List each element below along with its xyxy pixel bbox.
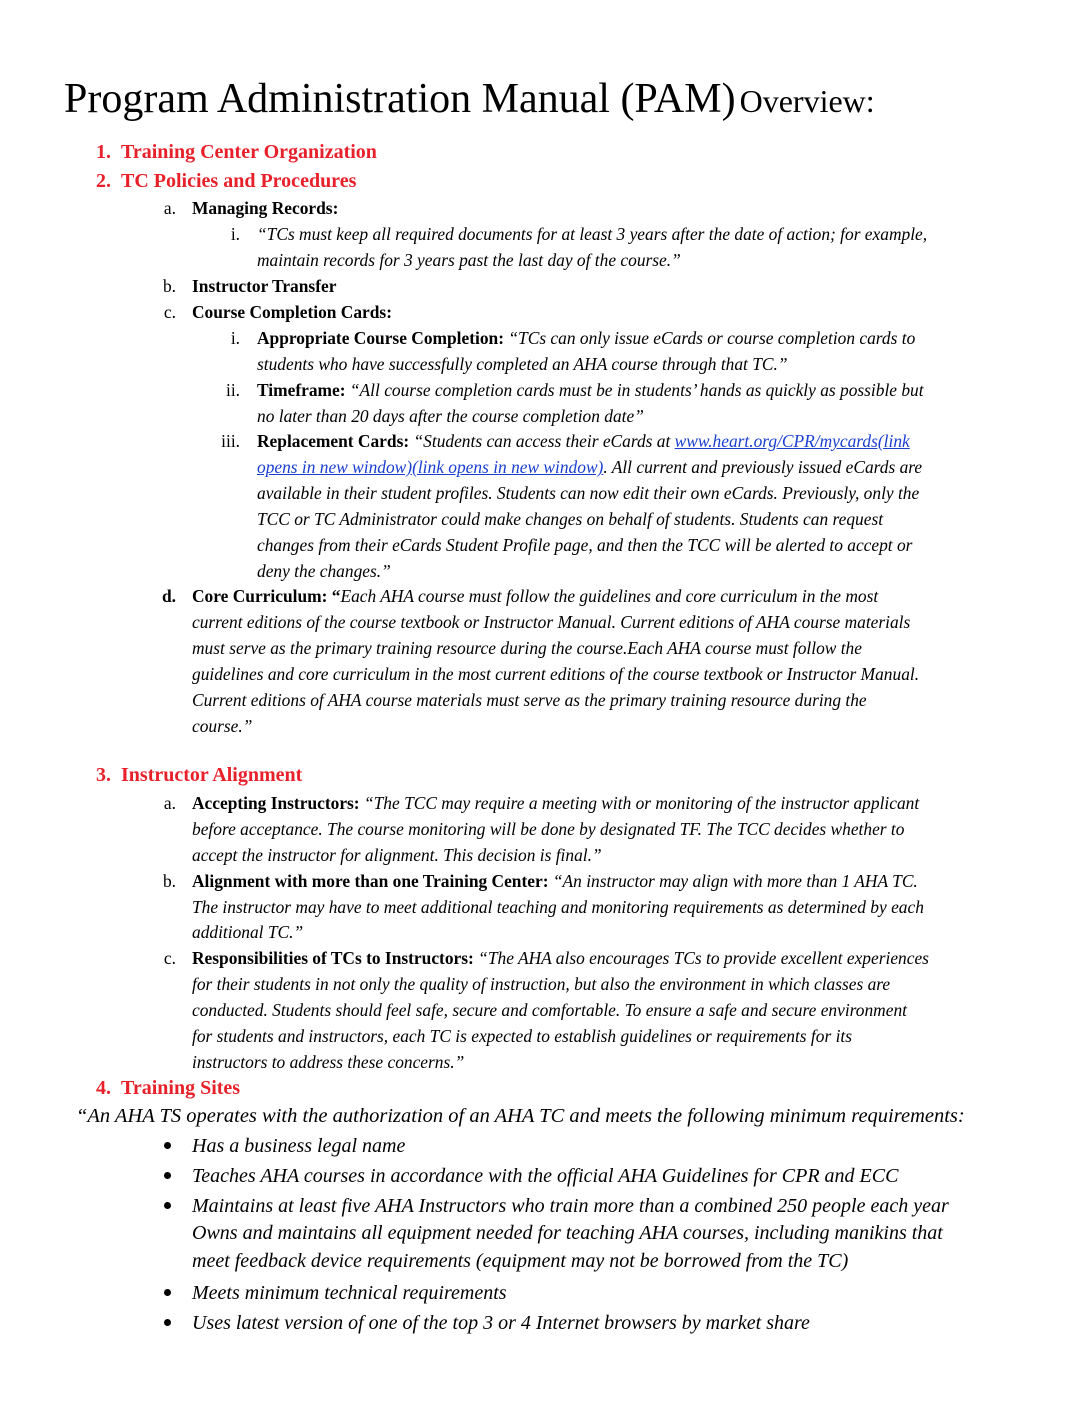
responsibilities-line-2: for their students in not only the quality of instruction, but also the environment in which classes are (192, 974, 891, 994)
core-curriculum-line-5: Current editions of AHA course materials must serve as the primary training resource during the (192, 690, 867, 710)
subitem-marker: i. (230, 328, 240, 348)
section-2-heading (96, 168, 356, 194)
requirement-item: Has a business legal name (192, 1135, 406, 1157)
core-curriculum-label: Core Curriculum: “ (192, 586, 341, 606)
item-marker: c. (163, 948, 176, 968)
timeframe-line-1 (257, 377, 924, 403)
course-completion-cards-label: Course Completion Cards: (192, 302, 392, 322)
responsibilities-label: Responsibilities of TCs to Instructors: (192, 948, 474, 968)
title-sub: Overview: (739, 83, 875, 119)
section-number: 1. (96, 141, 111, 163)
timeframe-label: Timeframe: (257, 380, 346, 400)
section-title: Training Center Organization (121, 141, 377, 163)
accepting-instructors-line-2: before acceptance. The course monitoring will be done by designated TF. The TCC decides whether to (192, 819, 905, 839)
item-marker: d. (161, 586, 176, 606)
bullet-icon (164, 1319, 171, 1326)
instructor-transfer-label: Instructor Transfer (192, 276, 337, 296)
core-curriculum-line-2: current editions of the course textbook or Instructor Manual. Current editions of AHA course materials (192, 612, 911, 632)
alignment-line-2: The instructor may have to meet additional teaching and monitoring requirements as determined by each (192, 897, 924, 917)
item-marker: c. (163, 302, 176, 322)
alignment-line-1 (192, 868, 918, 894)
accepting-instructors-line-1 (192, 790, 919, 816)
item-marker: b. (162, 871, 176, 891)
replacement-cards-line-1 (257, 428, 910, 454)
managing-records-text-2: maintain records for 3 years past the last day of the course.” (257, 250, 681, 270)
bullet-icon (164, 1289, 171, 1296)
responsibilities-line-4: for students and instructors, each TC is expected to establish guidelines or requirements for its (192, 1026, 852, 1046)
accepting-instructors-line-3: accept the instructor for alignment. This decision is final.” (192, 845, 602, 865)
alignment-line-3: additional TC.” (192, 922, 304, 942)
section-1-heading (96, 139, 377, 165)
appropriate-completion-line-2: students who have successfully completed an AHA course through that TC.” (257, 354, 788, 374)
section-title: Training Sites (121, 1077, 241, 1099)
managing-records-text-1: “TCs must keep all required documents for at least 3 years after the date of action; for example, (257, 224, 928, 244)
training-sites-intro: “An AHA TS operates with the authorization of an AHA TC and meets the following minimum requirements: (76, 1105, 965, 1127)
responsibilities-line-5: instructors to address these concerns.” (192, 1052, 465, 1072)
responsibilities-line-3: conducted. Students should feel safe, secure and comfortable. To ensure a safe and secure environment (192, 1000, 907, 1020)
item-marker: b. (162, 276, 176, 296)
section-number: 4. (96, 1077, 111, 1099)
alignment-text: “An instructor may align with more than 1 AHA TC. (552, 871, 918, 891)
section-number: 3. (96, 764, 111, 786)
core-curriculum-text: Each AHA course must follow the guidelines and core curriculum in the most (340, 586, 879, 606)
requirement-item: Maintains at least five AHA Instructors who train more than a combined 250 people each year (192, 1195, 949, 1217)
mycards-link-part-1[interactable]: www.heart.org/CPR/mycards(link (674, 431, 910, 451)
section-3-heading (96, 762, 302, 788)
core-curriculum-line-1 (192, 583, 878, 609)
section-number: 2. (96, 170, 111, 192)
replacement-cards-line-2 (257, 454, 922, 480)
item-marker: a. (163, 793, 176, 813)
section-title: TC Policies and Procedures (121, 170, 357, 192)
title-main: Program Administration Manual (PAM) (64, 76, 736, 122)
bullet-icon (164, 1142, 171, 1149)
replacement-cards-text: “Students can access their eCards at (413, 431, 671, 451)
requirement-item: Uses latest version of one of the top 3 or 4 Internet browsers by market share (192, 1312, 810, 1334)
replacement-cards-text-2: . All current and previously issued eCards are (603, 457, 923, 477)
accepting-instructors-text: “The TCC may require a meeting with or monitoring of the instructor applicant (363, 793, 920, 813)
managing-records-label: Managing Records: (192, 198, 339, 218)
subitem-marker: ii. (225, 380, 240, 400)
subitem-marker: iii. (221, 431, 240, 451)
responsibilities-line-1 (192, 945, 929, 971)
timeframe-text: “All course completion cards must be in students’ hands as quickly as possible but (349, 380, 924, 400)
replacement-cards-line-5: changes from their eCards Student Profile page, and then the TCC will be alerted to accept or (257, 535, 913, 555)
requirement-item: Meets minimum technical requirements (192, 1282, 507, 1304)
requirement-item-continuation-2: meet feedback device requirements (equipment may not be borrowed from the TC) (192, 1250, 849, 1272)
bullet-icon (164, 1202, 171, 1209)
replacement-cards-line-3: available in their student profiles. Students can now edit their own eCards. Previously, only the (257, 483, 920, 503)
responsibilities-text: “The AHA also encourages TCs to provide excellent experiences (478, 948, 929, 968)
requirement-item-continuation-1: Owns and maintains all equipment needed for teaching AHA courses, including manikins that (192, 1222, 943, 1244)
core-curriculum-line-6: course.” (192, 716, 253, 736)
section-4-heading (96, 1075, 240, 1101)
replacement-cards-line-4: TCC or TC Administrator could make changes on behalf of students. Students can request (257, 509, 884, 529)
timeframe-line-2: no later than 20 days after the course completion date” (257, 406, 644, 426)
subitem-marker: i. (230, 224, 240, 244)
core-curriculum-line-3: must serve as the primary training resource during the course.Each AHA course must follow the (192, 638, 862, 658)
appropriate-completion-line-1 (257, 325, 915, 351)
page-title (64, 78, 875, 120)
replacement-cards-line-6: deny the changes.” (257, 561, 391, 581)
replacement-cards-label: Replacement Cards: (257, 431, 410, 451)
requirement-item: Teaches AHA courses in accordance with the official AHA Guidelines for CPR and ECC (192, 1165, 899, 1187)
alignment-label: Alignment with more than one Training Center: (192, 871, 549, 891)
bullet-icon (164, 1172, 171, 1179)
item-marker: a. (163, 198, 176, 218)
appropriate-completion-text: “TCs can only issue eCards or course completion cards to (508, 328, 916, 348)
appropriate-completion-label: Appropriate Course Completion: (257, 328, 505, 348)
mycards-link-part-2[interactable]: opens in new window)(link opens in new window) (257, 457, 604, 477)
section-title: Instructor Alignment (121, 764, 303, 786)
accepting-instructors-label: Accepting Instructors: (192, 793, 360, 813)
core-curriculum-line-4: guidelines and core curriculum in the most current editions of the course textbook or Instructor Manual. (192, 664, 920, 684)
